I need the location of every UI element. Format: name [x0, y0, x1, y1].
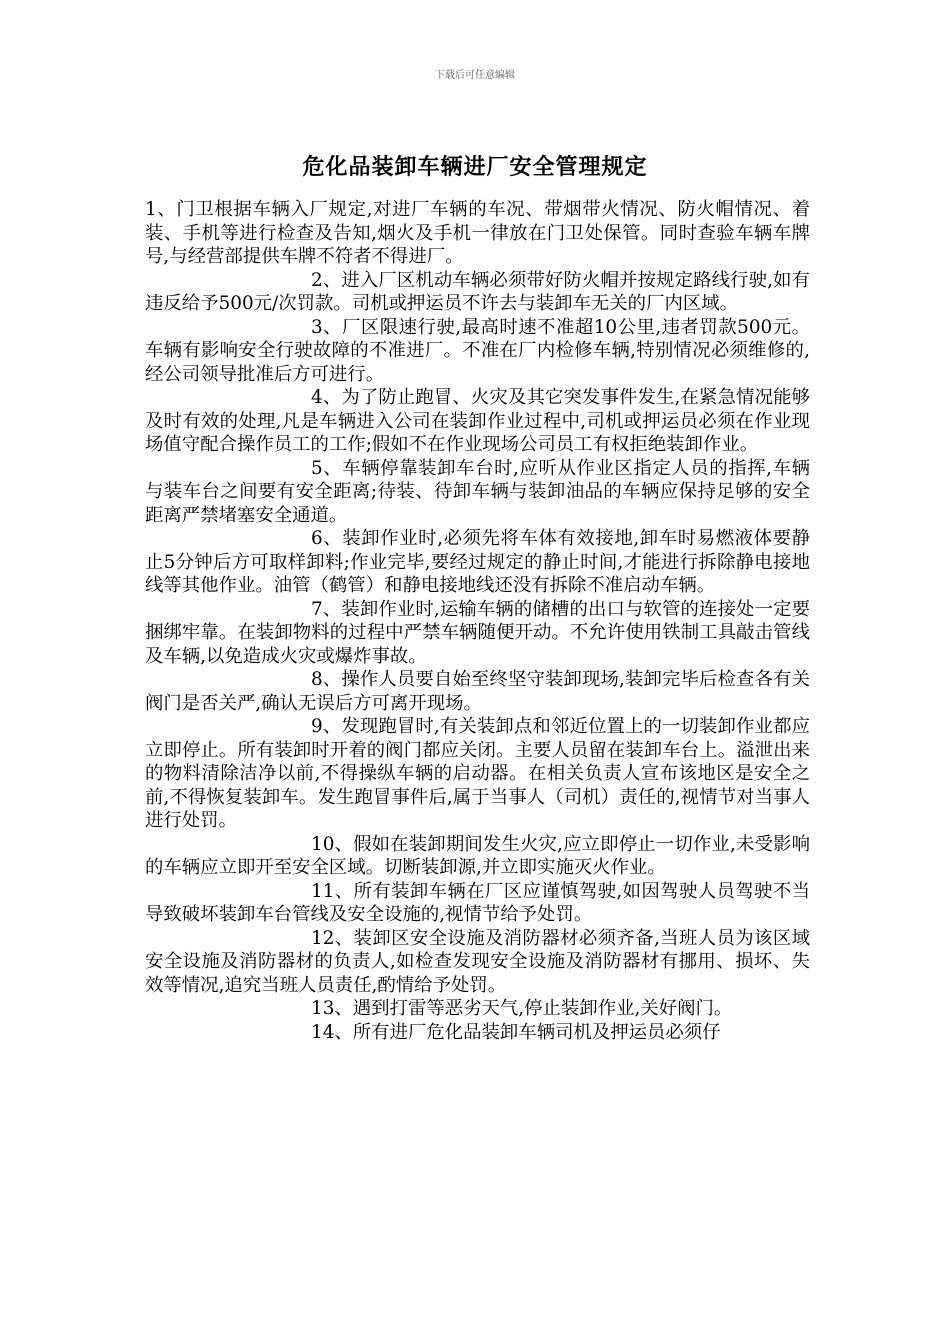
paragraph-2: 2、进入厂区机动车辆必须带好防火帽并按规定路线行驶,如有违反给予500元/次罚款。司机或押运员不许去与装卸车无关的厂内区域。	[145, 269, 810, 314]
paragraph-1: 1、门卫根据车辆入厂规定,对进厂车辆的车况、带烟带火情况、防火帽情况、着装、手机等进行检查及告知,烟火及手机一律放在门卫处保管。同时查验车辆车牌号,与经营部提供车牌不符者不得进厂。	[145, 199, 810, 267]
paragraph-3: 3、厂区限速行驶,最高时速不准超10公里,违者罚款500元。车辆有影响安全行驶故障的不准进厂。不准在厂内检修车辆,特别情况必须维修的,经公司领导批准后方可进行。	[145, 316, 810, 385]
paragraph-7: 7、装卸作业时,运输车辆的储槽的出口与软管的连接处一定要捆绑牢靠。在装卸物料的过程中严禁车辆随便开动。不允许使用铁制工具敲击管线及车辆,以免造成火灾或爆炸事故。	[145, 598, 810, 667]
paragraph-12: 12、装卸区安全设施及消防器材必须齐备,当班人员为该区域安全设施及消防器材的负责人,如检查发现安全设施及消防器材有挪用、损坏、失效等情况,追究当班人员责任,酌情给予处罚。	[145, 927, 810, 996]
paragraph-5: 5、车辆停靠装卸车台时,应听从作业区指定人员的指挥,车辆与装车台之间要有安全距离;待装、待卸车辆与装卸油品的车辆应保持足够的安全距离严禁堵塞安全通道。	[145, 457, 810, 526]
page-header-note: 下载后可任意编辑	[435, 70, 515, 81]
paragraph-8: 8、操作人员要自始至终坚守装卸现场,装卸完毕后检查各有关阀门是否关严,确认无误后方可离开现场。	[145, 669, 810, 714]
paragraph-9: 9、发现跑冒时,有关装卸点和邻近位置上的一切装卸作业都应立即停止。所有装卸时开着的阀门都应关闭。主要人员留在装卸车台上。溢泄出来的物料清除洁净以前,不得操纵车辆的启动器。在相关负责人宣布该地区是安全之前,不得恢复装卸车。发生跑冒事件后,属于当事人（司机）责任的,视情节对当事人进行处罚。	[145, 716, 810, 831]
paragraph-11: 11、所有装卸车辆在厂区应谨慎驾驶,如因驾驶人员驾驶不当导致破坏装卸车台管线及安全设施的,视情节给予处罚。	[145, 880, 810, 925]
document-body	[145, 198, 810, 1044]
paragraph-13: 13、遇到打雷等恶劣天气,停止装卸作业,关好阀门。	[311, 998, 733, 1019]
paragraph-10: 10、假如在装卸期间发生火灾,应立即停止一切作业,未受影响的车辆应立即开至安全区域。切断装卸源,并立即实施灭火作业。	[145, 833, 810, 878]
paragraph-14: 14、所有进厂危化品装卸车辆司机及押运员必须仔	[311, 1021, 721, 1043]
document-title: 危化品装卸车辆进厂安全管理规定	[302, 155, 648, 180]
paragraph-4: 4、为了防止跑冒、火灾及其它突发事件发生,在紧急情况能够及时有效的处理,凡是车辆进入公司在装卸作业过程中,司机或押运员必须在作业现场值守配合操作员工的工作;假如不在作业现场公司员工有权拒绝装卸作业。	[145, 387, 810, 455]
paragraph-6: 6、装卸作业时,必须先将车体有效接地,卸车时易燃液体要静止5分钟后方可取样卸料;作业完毕,要经过规定的静止时间,才能进行拆除静电接地线等其他作业。油管（鹤管）和静电接地线还没有拆除不准启动车辆。	[145, 528, 810, 596]
